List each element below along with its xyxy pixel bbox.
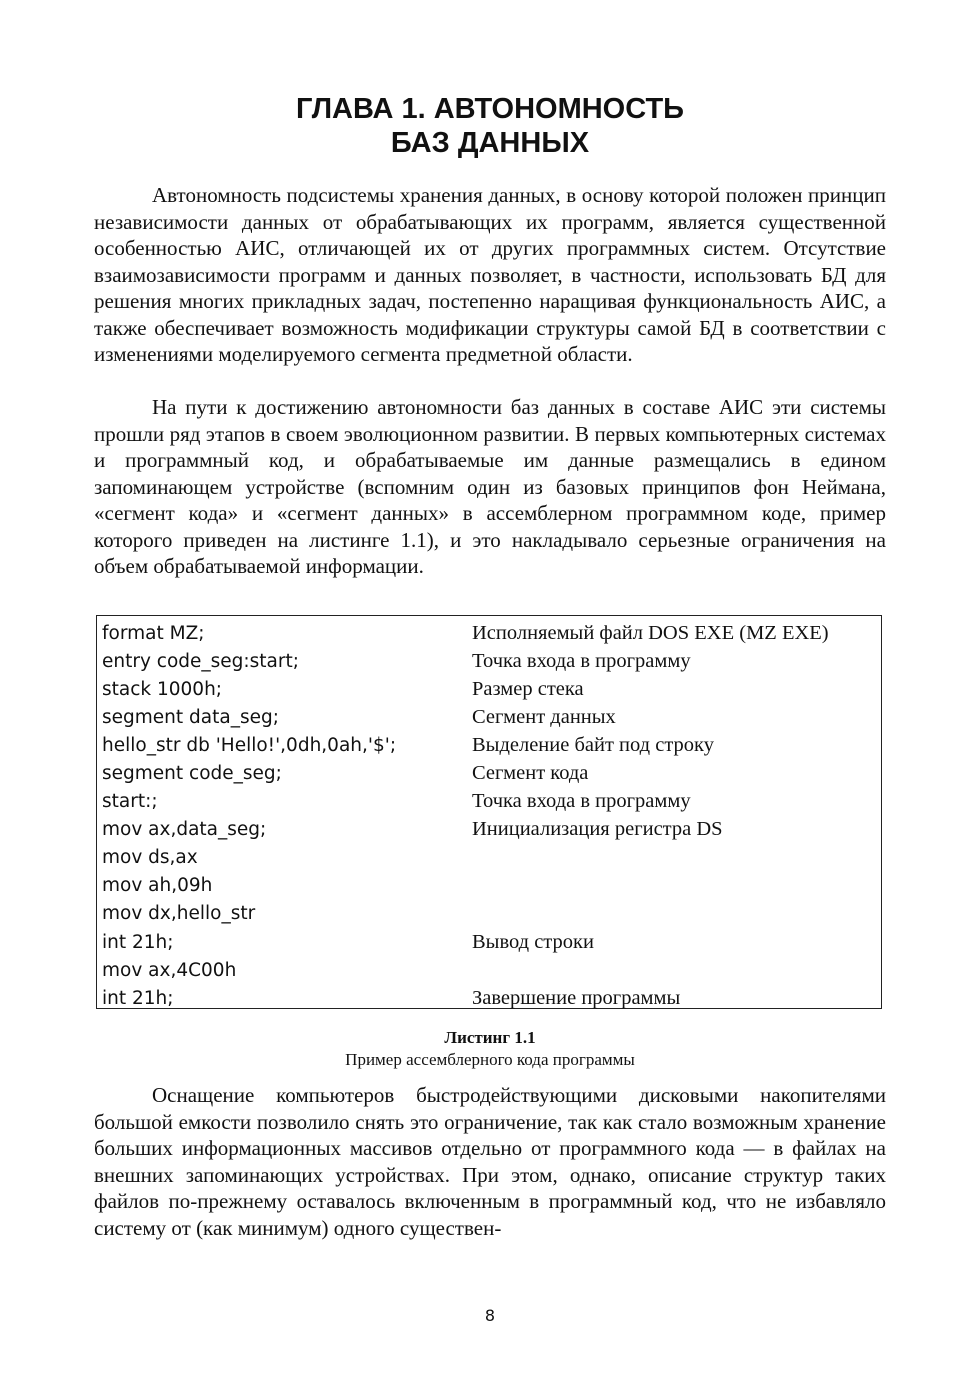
listing-row	[97, 928, 881, 956]
listing-row	[97, 675, 881, 703]
chapter-title	[0, 92, 980, 160]
listing-row	[97, 984, 881, 1012]
listing-comment: Сегмент данных	[472, 705, 616, 728]
listing-row	[97, 900, 881, 928]
listing-comment: Сегмент кода	[472, 762, 589, 785]
listing-code: hello_str db 'Hello!',0dh,0ah,'$';	[102, 734, 397, 756]
listing-row	[97, 703, 881, 731]
paragraph-2: На пути к достижению автономности баз данных в составе АИС эти системы прошли ряд этапов в своем эволюционном развитии. В первых компьютерных системах и программный код, и обрабатываемые им данные размещались в едином запоминающем устройстве (вспомним один из базовых принципов фон Неймана, «сегмент кода» и «сегмент данных» в ассемблерном программном коде, пример которого приведен на листинге 1.1), и это накладывало серьезные ограничения на объем обрабатываемой информации.	[94, 395, 886, 578]
listing-code: start:;	[102, 791, 158, 813]
listing-code: segment code_seg;	[102, 763, 282, 785]
listing-row	[97, 816, 881, 844]
listing-code: int 21h;	[102, 931, 174, 953]
chapter-title-line-2: БАЗ ДАННЫХ	[390, 127, 590, 159]
listing-comment: Точка входа в программу	[472, 649, 691, 672]
listing-code: entry code_seg:start;	[102, 650, 299, 672]
listing-comment: Выделение байт под строку	[472, 733, 714, 756]
listing-comment: Исполняемый файл DOS EXE (MZ EXE)	[472, 621, 829, 644]
listing-code: stack 1000h;	[102, 678, 223, 700]
listing-row	[97, 788, 881, 816]
listing-comment: Точка входа в программу	[472, 790, 691, 813]
page-number: 8	[484, 1306, 496, 1325]
paragraph-1: Автономность подсистемы хранения данных, в основу которой положен принцип независимости данных от обрабатывающих их программ, является существенной особенностью АИС, отличающей их от других программных систем. Отсутствие взаимозависимости программ и данных позволяет, в частности, использовать БД для решения многих прикладных задач, постепенно наращивая функциональность АИС, а также обеспечивает возможность модификации структуры самой БД в соответствии с изменениями моделируемого сегмента предметной области.	[94, 183, 886, 366]
listing-comment: Размер стека	[472, 677, 584, 700]
listing-code: mov ds,ax	[102, 847, 198, 869]
listing-row	[97, 844, 881, 872]
chapter-title-line-1: ГЛАВА 1. АВТОНОМНОСТЬ	[295, 93, 685, 125]
listing-row	[97, 872, 881, 900]
listing-row	[97, 759, 881, 787]
listing-row	[97, 619, 881, 647]
listing-row	[97, 647, 881, 675]
listing-code: int 21h;	[102, 987, 174, 1009]
code-listing-box	[96, 615, 882, 1009]
listing-comment: Инициализация регистра DS	[472, 818, 723, 841]
listing-code: format MZ;	[102, 622, 205, 644]
listing-code: segment data_seg;	[102, 706, 279, 728]
listing-comment: Завершение программы	[472, 986, 681, 1009]
listing-caption-subtitle: Пример ассемблерного кода программы	[345, 1050, 635, 1069]
listing-caption-title: Листинг 1.1	[444, 1028, 536, 1047]
listing-code: mov ax,4C00h	[102, 959, 237, 981]
listing-row	[97, 956, 881, 984]
paragraph-3: Оснащение компьютеров быстродействующими дисковыми накопителями большой емкости позволило снять это ограничение, так как стало возможным хранение больших информационных массивов отдельно от программного кода — в файлах на внешних запоминающих устройствах. При этом, однако, описание структур таких файлов по-прежнему оставалось включенным в программный код, что не избавляло систему от (как минимум) одного существен-	[94, 1083, 886, 1240]
listing-code: mov ah,09h	[102, 875, 213, 897]
listing-code: mov ax,data_seg;	[102, 819, 267, 841]
listing-code: mov dx,hello_str	[102, 903, 256, 925]
listing-row	[97, 731, 881, 759]
listing-comment: Вывод строки	[472, 930, 594, 953]
